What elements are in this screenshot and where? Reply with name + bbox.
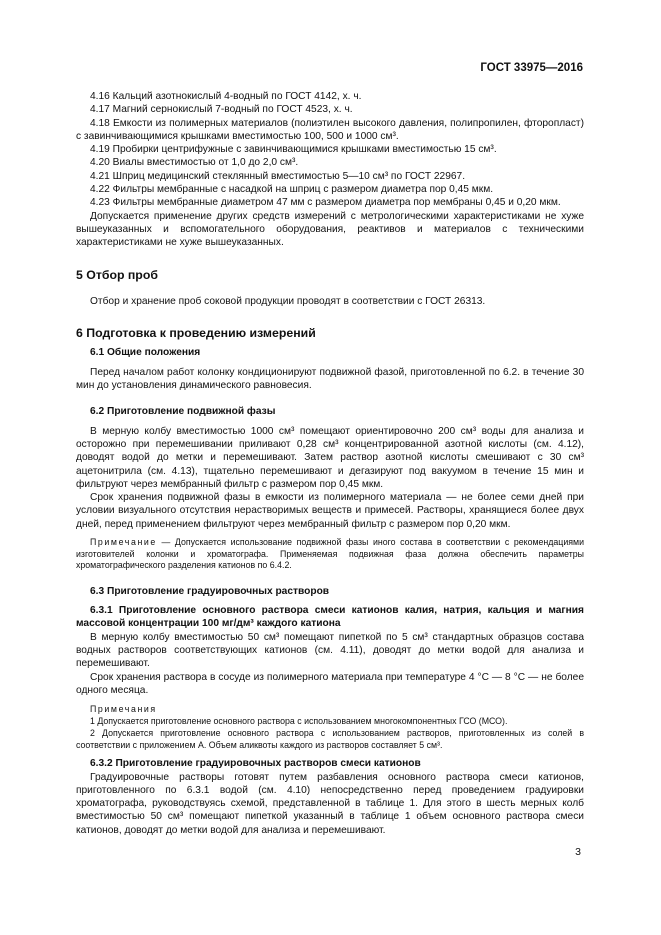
document-code: ГОСТ 33975—2016 — [480, 62, 583, 74]
section-6-3-1-title: 6.3.1 Приготовление основного раствора смеси катионов калия, натрия, кальция и магния массовой концентрации 100 мг/дм³ каждого катиона — [76, 605, 584, 630]
list-item: 4.17 Магний сернокислый 7-водный по ГОСТ 4523, х. ч. — [90, 104, 353, 116]
section-6-3-title: 6.3 Приготовление градуировочных растворов — [90, 585, 330, 597]
section-6-3-2-title: 6.3.2 Приготовление градуировочных растворов смеси катионов — [90, 758, 421, 770]
section-6-2-text-1: В мерную колбу вместимостью 1000 см³ помещают ориентировочно 200 см³ воды для анализа и осторожно при перемешивании приливают 0,28 см³ концентрированной азотной кислоты (см. 4.12), доводят водой до метки и перемешивают. Затем раствор азотной кислоты смешивают с 30 см³ ацетонитрила (см. 4.13), тщательно перемешивают и дегазируют под вакуумом в течение 15 мин и фильтруют через мембранный фильтр с размером пор 0,45 мкм. — [76, 425, 584, 490]
section-6-2-title: 6.2 Приготовление подвижной фазы — [90, 406, 276, 418]
page-number: 3 — [575, 846, 581, 858]
list-item: 4.20 Виалы вместимостью от 1,0 до 2,0 см³. — [90, 157, 299, 169]
section-6-3-1-text-2: Срок хранения раствора в сосуде из полимерного материала при температуре 4 °С — 8 °С — не более одного месяца. — [76, 671, 584, 696]
list-item: 4.19 Пробирки центрифужные с завинчивающимися крышками вместимостью 15 см³. — [90, 144, 497, 156]
list-item: 4.18 Емкости из полимерных материалов (полиэтилен высокого давления, полипропилен, фторопласт) с завинчивающимися крышками вместимостью 100, 500 и 1000 см³. — [76, 117, 584, 142]
section-6-1-text: Перед началом работ колонку кондиционируют подвижной фазой, приготовленной по 6.2. в течение 30 мин до установления динамического равновесия. — [76, 366, 584, 392]
section-6-3-2-text: Градуировочные растворы готовят путем разбавления основного раствора смеси катионов, приготовленного по 6.3.1 водой (см. 4.10) непосредственно перед проведением градуировки хроматографа, руководствуясь схемой, представленной в таблице 1. Для этого в шесть мерных колб вместимостью 50 см³ помещают пипеткой указанный в таблице 1 объем основного раствора смеси катионов, доводят до метки водой для анализа и перемешивают. — [76, 771, 584, 836]
list-item: 4.22 Фильтры мембранные с насадкой на шприц с размером диаметра пор 0,45 мкм. — [90, 184, 494, 196]
section-6-1-title: 6.1 Общие положения — [90, 347, 201, 359]
section-6-2-note — [76, 537, 584, 572]
section-6-3-1-text-1: В мерную колбу вместимостью 50 см³ помещают пипеткой по 5 см³ стандартных образцов состава водных растворов соответствующих катионов (см. 4.11), доводят до метки водой для анализа и перемешивают. — [76, 631, 584, 670]
note-1: 1 Допускается приготовление основного раствора с использованием многокомпонентных ГСО (МСО). — [90, 716, 508, 727]
list-item: 4.16 Кальций азотнокислый 4-водный по ГОСТ 4142, х. ч. — [90, 91, 362, 102]
note-2: 2 Допускается приготовление основного раствора с использованием растворов, приготовленных из солей в соответствии с приложением А. Объем аликвоты каждого из растворов составляет 5 см³. — [76, 728, 584, 750]
notes-label: Примечания — [90, 704, 157, 715]
section-6-2-text-2: Срок хранения подвижной фазы в емкости из полимерного материала — не более семи дней при условии визуального отсутствия нерастворимых веществ и примесей. Растворы, хранящиеся более двух дней, перед применением фильтруют через мембранный фильтр с размером пор 0,20 мкм. — [76, 492, 584, 530]
paragraph-allowed: Допускается применение других средств измерений с метрологическими характеристиками не хуже вышеуказанных и вспомогательного оборудования, реактивов и материалов с техническими характеристиками не хуже вышеуказанных. — [76, 210, 584, 249]
list-item: 4.23 Фильтры мембранные диаметром 47 мм с размером диаметра пор мембраны 0,45 и 0,20 мкм. — [90, 197, 561, 209]
section-5-text: Отбор и хранение проб соковой продукции проводят в соответствии с ГОСТ 26313. — [90, 295, 486, 307]
section-5-title: 5 Отбор проб — [76, 267, 158, 282]
list-item: 4.21 Шприц медицинский стеклянный вместимостью 5—10 см³ по ГОСТ 22967. — [90, 170, 466, 182]
note-label: Примечание — [90, 537, 157, 548]
page-content — [76, 90, 584, 837]
note-text: — Допускается использование подвижной фазы иного состава в соответствии с рекомендациями изготовителей колонки и хроматографа. Применяемая подвижная фаза должна обеспечить параметры хроматографического разделения катионов по 6.4.2. — [76, 537, 584, 571]
section-6-title: 6 Подготовка к проведению измерений — [76, 326, 316, 341]
